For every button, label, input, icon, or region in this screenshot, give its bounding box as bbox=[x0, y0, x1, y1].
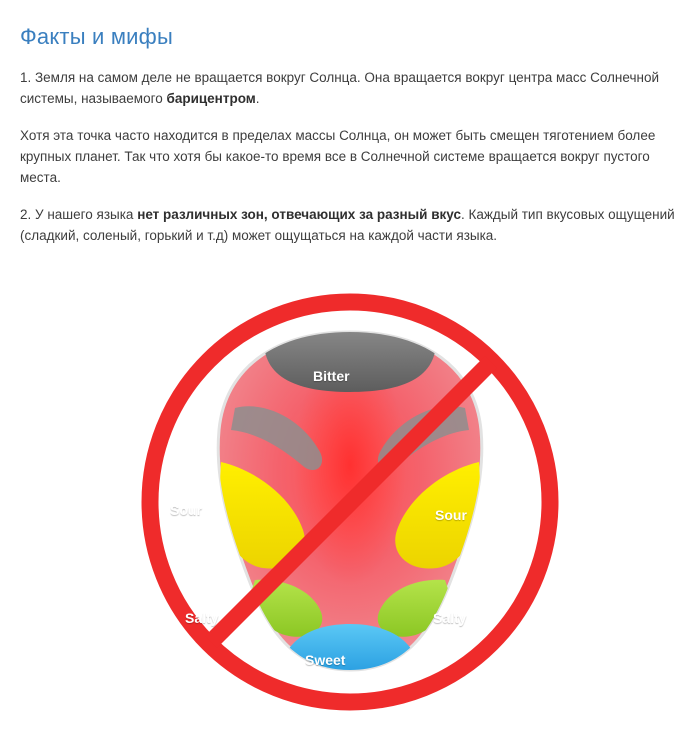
paragraph-1 bbox=[20, 68, 686, 110]
emphasis-text: нет различных зон, отвечающих за разный вкус bbox=[137, 206, 461, 222]
label-bitter: Bitter bbox=[313, 368, 350, 385]
label-salty-right: Salty bbox=[433, 610, 467, 627]
paragraph-2 bbox=[20, 126, 686, 189]
emphasis-text: барицентром bbox=[166, 90, 256, 106]
body-text: 1. Земля на самом деле не вращается вокруг Солнца. Она вращается вокруг центра масс Солнечной системы, называемого bbox=[20, 70, 659, 106]
label-salty-left: Salty bbox=[185, 610, 219, 627]
tongue-svg bbox=[115, 280, 585, 720]
label-sour-left: Sour bbox=[170, 502, 202, 519]
tongue-figure bbox=[0, 262, 700, 732]
body-text: Хотя эта точка часто находится в пределах массы Солнца, он может быть смещен тяготением более крупных планет. Так что хотя бы какое-то время все в Солнечной системе вращается вокруг пустого места. bbox=[20, 127, 656, 185]
body-text: . bbox=[255, 90, 260, 106]
body-text: . Каждый тип вкусовых ощущений (сладкий, соленый, горький и т.д) может ощущаться на каждой части языка. bbox=[20, 206, 675, 243]
body-text: 2. У нашего языка bbox=[20, 206, 138, 222]
label-sour-right: Sour bbox=[435, 507, 467, 524]
label-sweet: Sweet bbox=[305, 652, 346, 669]
tongue-diagram bbox=[115, 280, 585, 720]
page-title: Факты и мифы bbox=[20, 24, 173, 49]
paragraph-3 bbox=[20, 205, 686, 247]
